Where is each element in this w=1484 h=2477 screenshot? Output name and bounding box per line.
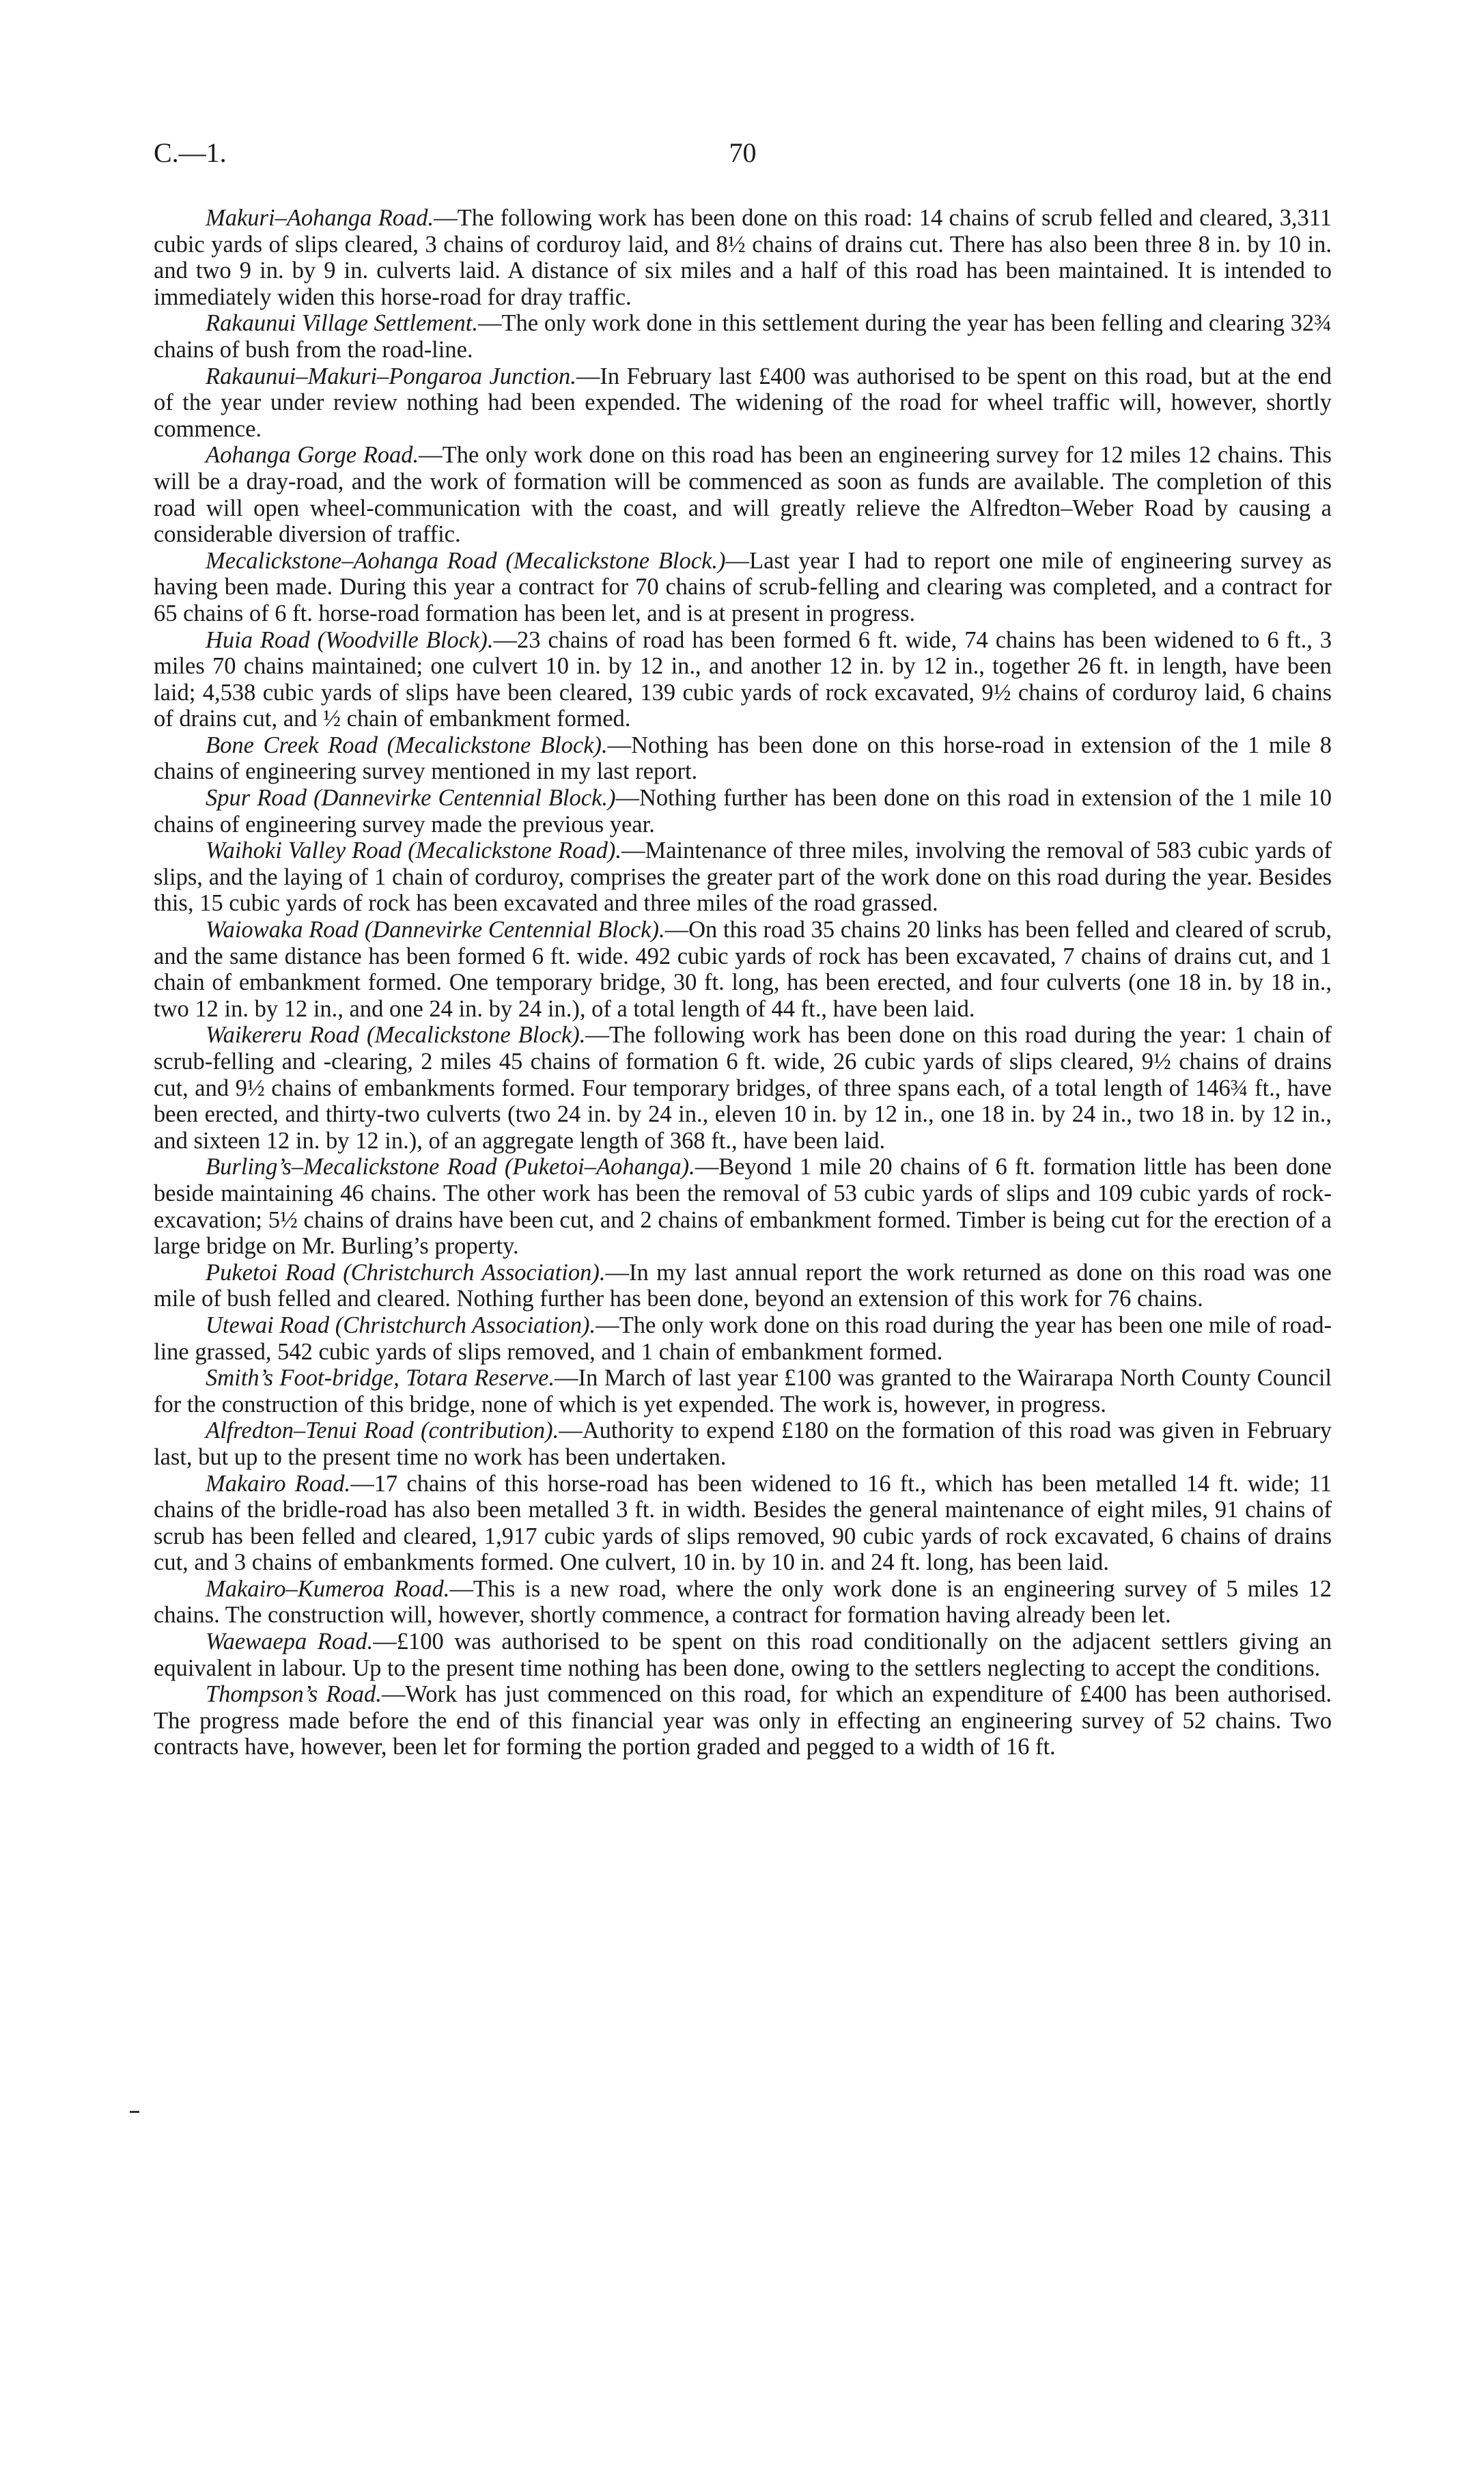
road-title: Makuri–Aohanga Road.: [206, 205, 434, 231]
paragraph-spur-road: [154, 785, 1332, 838]
paragraph-rakaunui-makuri-pongaroa-junction: [154, 363, 1332, 443]
road-report-text: —Work has just commenced on this road, for which an expenditure of £400 has been authorised. The progress made before the end of this financial year was only in effecting an engineering survey of 52 chains. Two contracts have, however, been let for forming the portion graded and pegged to a width of 16 ft.: [154, 1681, 1332, 1760]
paragraph-waikereru-road: [154, 1022, 1332, 1154]
road-report-text: —17 chains of this horse-road has been widened to 16 ft., which has been metalled 14 ft. wide; 11 chains of the bridle-road has also been metalled 3 ft. in width. Besides the general maintenance of eight miles, 91 chains of scrub has been felled and cleared, 1,917 cubic yards of slips removed, 90 cubic yards of rock excavated, 6 chains of drains cut, and 3 chains of embankments formed. One culvert, 10 in. by 10 in. and 24 ft. long, has been laid.: [154, 1470, 1332, 1576]
paragraph-bone-creek-road: [154, 732, 1332, 785]
road-title: Spur Road (Dannevirke Centennial Block.): [206, 785, 616, 812]
road-title: Smith’s Foot-bridge, Totara Reserve.: [206, 1365, 555, 1392]
road-report-text: —Maintenance of three miles, involving the removal of 583 cubic yards of slips, and the laying of 1 chain of corduroy, comprises the greater part of the work done on this road during the year. Besides this, 15 cubic yards of rock has been excavated and three miles of the road grassed.: [154, 838, 1332, 917]
road-title: Burling’s–Mecalickstone Road (Puketoi–Aohanga).: [206, 1154, 695, 1180]
paragraph-waewaepa-road: [154, 1629, 1332, 1681]
road-report-text: —This is a new road, where the only work done is an engineering survey of 5 miles 12 chains. The construction will, however, shortly commence, a contract for formation having already been let.: [154, 1575, 1332, 1629]
road-report-text: —Beyond 1 mile 20 chains of 6 ft. formation little has been done beside maintaining 46 chains. The other work has been the removal of 53 cubic yards of slips and 109 cubic yards of rock-excavation; 5½ chains of drains have been cut, and 2 chains of embankment formed. Timber is being cut for the erection of a large bridge on Mr. Burling’s property.: [154, 1154, 1332, 1260]
road-title: Waiowaka Road (Dannevirke Centennial Block).: [206, 917, 665, 943]
road-report-text: —In my last annual report the work returned as done on this road was one mile of bush felled and cleared. Nothing further has been done, beyond an extension of this work for 76 chains.: [154, 1259, 1332, 1312]
page-number: 70: [729, 137, 757, 168]
paragraph-mecalickstone-aohanga-road: [154, 548, 1332, 627]
body-text: [154, 205, 1332, 1760]
paragraph-waihoki-valley-road: [154, 838, 1332, 917]
paragraph-makairo-road: [154, 1471, 1332, 1576]
paragraph-thompsons-road: [154, 1681, 1332, 1760]
paragraph-puketoi-road: [154, 1260, 1332, 1312]
road-report-text: —Nothing has been done on this horse-road in extension of the 1 mile 8 chains of engineering survey mentioned in my last report.: [154, 732, 1332, 785]
paragraph-waiowaka-road: [154, 917, 1332, 1022]
road-title: Rakaunui–Makuri–Pongaroa Junction.: [206, 363, 576, 389]
page-header: [154, 137, 1332, 178]
road-title: Aohanga Gorge Road.: [206, 442, 419, 469]
road-report-text: —In March of last year £100 was granted to the Wairarapa North County Council for the construction of this bridge, none of which is yet expended. The work is, however, in progress.: [154, 1365, 1332, 1417]
road-title: Alfredton–Tenui Road (contribution).: [206, 1417, 559, 1444]
road-report-text: —On this road 35 chains 20 links has been felled and cleared of scrub, and the same distance has been formed 6 ft. wide. 492 cubic yards of rock has been excavated, 7 chains of drains cut, and 1 chain of embankment formed. One temporary bridge, 30 ft. long, has been erected, and four culverts (one 18 in. by 18 in., two 12 in. by 12 in., and one 24 in. by 24 in.), of a total length of 44 ft., have been laid.: [154, 917, 1332, 1022]
paragraph-smiths-foot-bridge: [154, 1365, 1332, 1417]
road-title: Makairo–Kumeroa Road.: [206, 1575, 450, 1602]
paragraph-utewai-road: [154, 1312, 1332, 1365]
road-title: Puketoi Road (Christchurch Association).: [206, 1259, 606, 1286]
paragraph-huia-road: [154, 627, 1332, 732]
road-report-text: —The following work has been done on this road during the year: 1 chain of scrub-felling and -clearing, 2 miles 45 chains of formation 6 ft. wide, 26 cubic yards of slips cleared, 9½ chains of drains cut, and 9½ chains of embankments formed. Four temporary bridges, of three spans each, of a total length of 146¾ ft., have been erected, and thirty-two culverts (two 24 in. by 24 in., eleven 10 in. by 12 in., one 18 in. by 24 in., two 18 in. by 12 in., and sixteen 12 in. by 12 in.), of an aggregate length of 368 ft., have been laid.: [154, 1022, 1332, 1154]
road-report-text: —The only work done on this road during the year has been one mile of road-line grassed, 542 cubic yards of slips removed, and 1 chain of embankment formed.: [154, 1312, 1332, 1365]
paragraph-rakaunui-village-settlement: [154, 310, 1332, 363]
paragraph-burlings-mecalickstone-road: [154, 1154, 1332, 1259]
road-title: Rakaunui Village Settlement.: [206, 310, 478, 337]
document-reference: C.—1.: [154, 137, 227, 168]
road-report-text: —The only work done in this settlement during the year has been felling and clearing 32¾ chains of bush from the road-line.: [154, 310, 1332, 363]
road-report-text: —Nothing further has been done on this road in extension of the 1 mile 10 chains of engineering survey made the previous year.: [154, 785, 1332, 838]
road-title: Waewaepa Road.: [206, 1629, 374, 1655]
road-title: Bone Creek Road (Mecalickstone Block).: [206, 732, 608, 758]
road-report-text: —Last year I had to report one mile of engineering survey as having been made. During this year a contract for 70 chains of scrub-felling and clearing was completed, and a contract for 65 chains of 6 ft. horse-road formation has been let, and is at present in progress.: [154, 547, 1332, 626]
road-report-text: —Authority to expend £180 on the formation of this road was given in February last, but up to the present time no work has been undertaken.: [154, 1417, 1332, 1470]
road-title: Huia Road (Woodville Block).: [206, 626, 494, 653]
road-title: Thompson’s Road.: [206, 1681, 382, 1708]
road-report-text: —£100 was authorised to be spent on this road conditionally on the adjacent settlers giving an equivalent in labour. Up to the present time nothing has been done, owing to the settlers neglecting to accept the conditions.: [154, 1629, 1332, 1681]
road-title: Utewai Road (Christchurch Association).: [206, 1312, 596, 1338]
paragraph-makairo-kumeroa-road: [154, 1576, 1332, 1629]
paragraph-aohanga-gorge-road: [154, 442, 1332, 547]
road-report-text: —The following work has been done on this road: 14 chains of scrub felled and cleared, 3,311 cubic yards of slips cleared, 3 chains of corduroy laid, and 8½ chains of drains cut. There has also been three 8 in. by 10 in. and two 9 in. by 9 in. culverts laid. A distance of six miles and a half of this road has been maintained. It is intended to immediately widen this horse-road for dray traffic.: [154, 205, 1332, 310]
road-title: Makairo Road.: [206, 1470, 351, 1497]
road-title: Mecalickstone–Aohanga Road (Mecalickstone Block.): [206, 547, 726, 574]
road-report-text: —23 chains of road has been formed 6 ft. wide, 74 chains has been widened to 6 ft., 3 miles 70 chains maintained; one culvert 10 in. by 12 in., and another 12 in. by 12 in., together 26 ft. in length, have been laid; 4,538 cubic yards of slips have been cleared, 139 cubic yards of rock excavated, 9½ chains of corduroy laid, 6 chains of drains cut, and ½ chain of embankment formed.: [154, 626, 1332, 732]
paragraph-alfredton-tenui-road: [154, 1417, 1332, 1470]
road-title: Waikereru Road (Mecalickstone Block).: [206, 1022, 586, 1049]
margin-mark: [130, 2111, 139, 2113]
road-report-text: —The only work done on this road has been an engineering survey for 12 miles 12 chains. This will be a dray-road, and the work of formation will be commenced as soon as funds are available. The completion of this road will open wheel-communication with the coast, and will greatly relieve the Alfredton–Weber Road by causing a considerable diversion of traffic.: [154, 442, 1332, 548]
road-title: Waihoki Valley Road (Mecalickstone Road).: [206, 838, 622, 864]
road-report-text: —In February last £400 was authorised to be spent on this road, but at the end of the year under review nothing had been expended. The widening of the road for wheel traffic will, however, shortly commence.: [154, 363, 1332, 442]
paragraph-makuri-aohanga-road: [154, 205, 1332, 310]
